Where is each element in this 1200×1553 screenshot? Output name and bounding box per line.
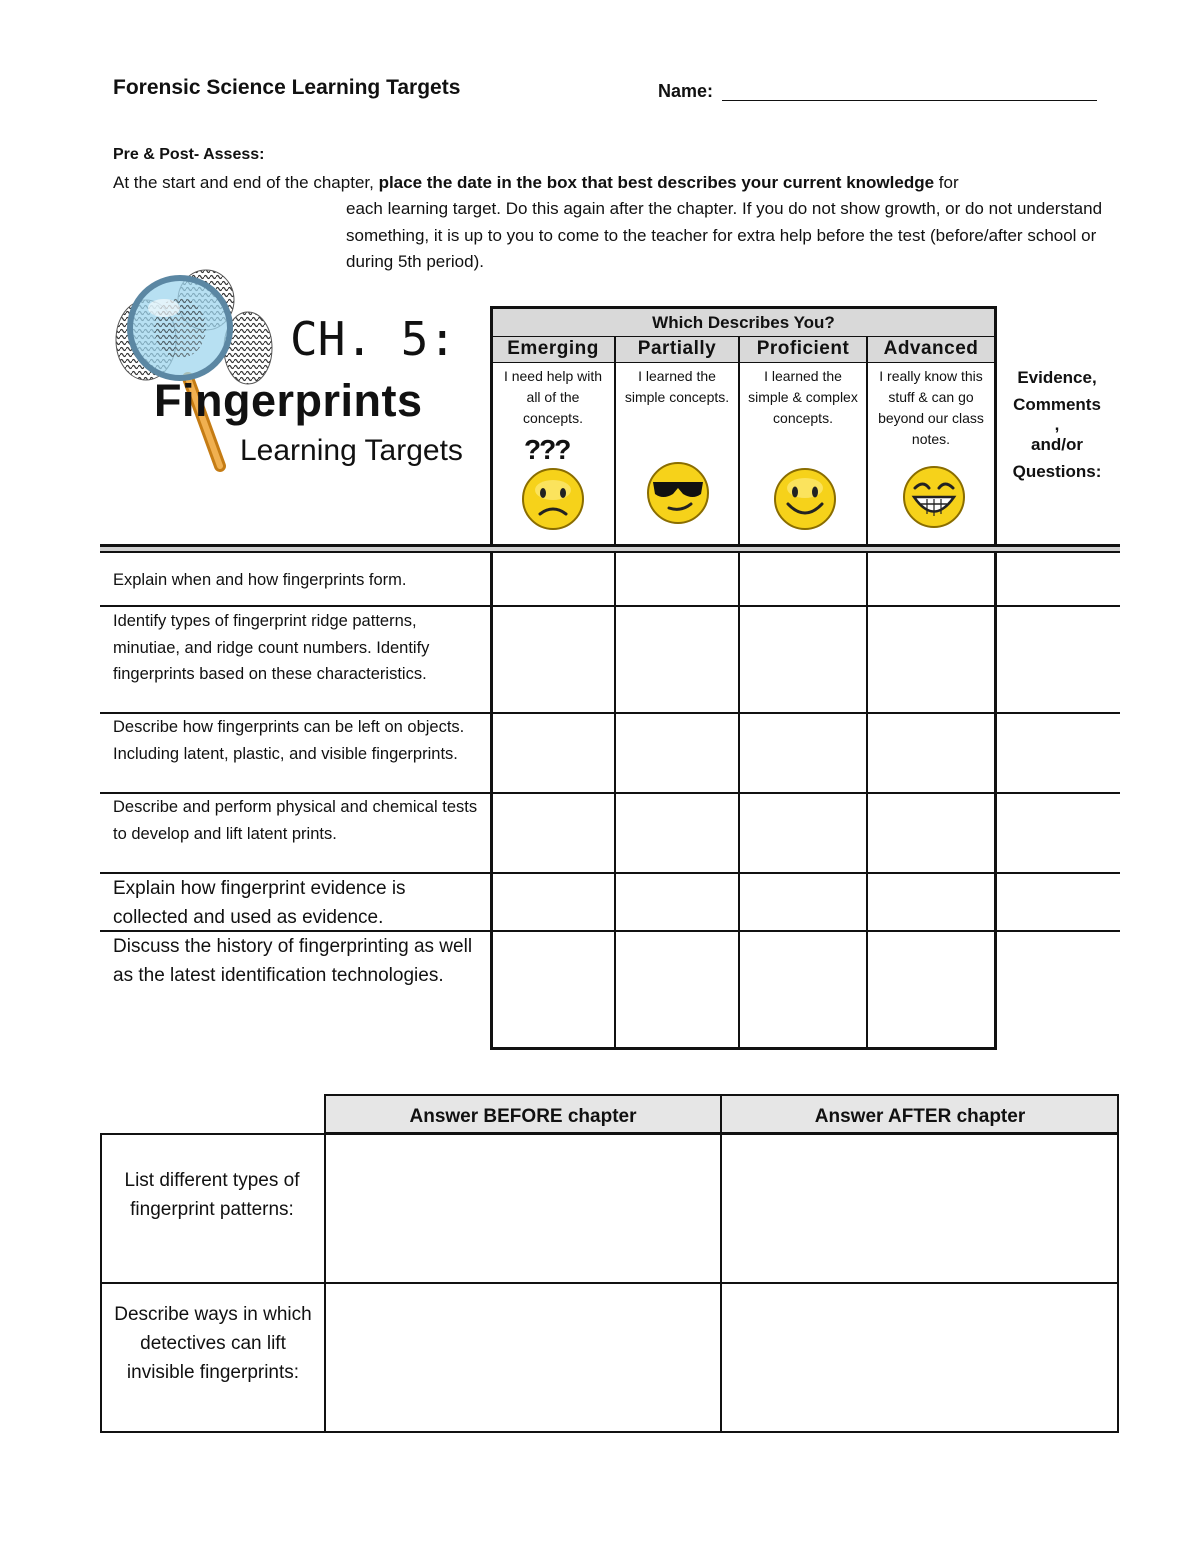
logo-title: Fingerprints xyxy=(154,375,423,426)
before-header: Answer BEFORE chapter xyxy=(409,1106,637,1127)
confused-face-icon xyxy=(520,466,586,532)
row-divider xyxy=(492,336,995,337)
col-divider xyxy=(720,1094,722,1433)
target-text-6: Discuss the history of fingerprinting as well as the latest identification technologies. xyxy=(113,936,473,986)
level-proficient-desc: I learned the simple & complex concepts. xyxy=(748,368,858,426)
target-text-2: Identify types of fingerprint ridge patterns, minutiae, and ridge count numbers. Identify fingerprints based on these characteristics. xyxy=(113,612,430,683)
row-divider xyxy=(100,1282,1119,1284)
level-proficient-title: Proficient xyxy=(756,338,850,359)
name-input-line[interactable] xyxy=(722,100,1097,101)
rating-cell-row1-proficient[interactable] xyxy=(741,555,865,604)
instructions-text: each learning target. Do this again after the chapter. If you do not show growth, or do not understand something, it is up to you to come to the teacher for extra help before the test (before/after school or during 5th period). xyxy=(346,199,1103,271)
sunglasses-face-icon xyxy=(645,460,711,526)
logo-subtitle: Learning Targets xyxy=(240,434,463,467)
target-text-5: Explain how fingerprint evidence is collected and used as evidence. xyxy=(113,878,406,928)
answer-before-cell-2[interactable] xyxy=(327,1285,719,1431)
grinning-face-icon xyxy=(901,464,967,530)
name-label: Name: xyxy=(658,81,714,101)
level-partially-desc: I learned the simple concepts. xyxy=(624,368,730,405)
smiling-face-icon xyxy=(772,466,838,532)
level-emerging-title: Emerging xyxy=(507,338,599,359)
after-header: Answer AFTER chapter xyxy=(814,1106,1026,1127)
instructions-line1: At the start and end of the chapter, place the date in the box that best describes your current knowledge for xyxy=(113,173,959,192)
header-separator xyxy=(100,544,1120,553)
col-divider xyxy=(614,337,616,1048)
col-divider xyxy=(866,337,868,1048)
level-advanced-desc: I really know this stuff & can go beyond our class notes. xyxy=(878,368,984,447)
answer-after-cell-2[interactable] xyxy=(723,1285,1117,1431)
level-advanced-title: Advanced xyxy=(883,338,979,359)
which-describes-label: Which Describes You? xyxy=(652,313,835,332)
level-partially-title: Partially xyxy=(637,338,717,359)
row-divider xyxy=(492,362,995,363)
answer-before-cell-1[interactable] xyxy=(327,1136,719,1281)
target-text-3: Describe how fingerprints can be left on objects. Including latent, plastic, and visible fingerprints. xyxy=(113,718,465,763)
answer-question-2: Describe ways in which detectives can lift invisible fingerprints: xyxy=(114,1304,312,1383)
target-text-4: Describe and perform physical and chemical tests to develop and lift latent prints. xyxy=(113,798,478,843)
evidence-header: Evidence, Comments , and/or Questions: xyxy=(1012,368,1102,481)
answer-question-1: List different types of fingerprint patterns: xyxy=(124,1170,300,1220)
row-divider xyxy=(100,605,1120,607)
question-marks: ??? xyxy=(524,434,570,465)
rating-cell-row1-partially[interactable] xyxy=(617,555,737,604)
level-emerging-desc: I need help with all of the concepts. xyxy=(503,368,603,426)
assess-title: Pre & Post- Assess: xyxy=(113,146,265,163)
target-text-1: Explain when and how fingerprints form. xyxy=(113,571,407,589)
col-divider xyxy=(738,337,740,1048)
logo-chapter: CH. 5: xyxy=(290,312,457,366)
rating-cell-row1-emerging[interactable] xyxy=(494,555,613,604)
document-title: Forensic Science Learning Targets xyxy=(113,76,461,99)
evidence-cell-row1[interactable] xyxy=(998,555,1118,604)
answer-after-cell-1[interactable] xyxy=(723,1136,1117,1281)
rating-cell-row1-advanced[interactable] xyxy=(869,555,993,604)
